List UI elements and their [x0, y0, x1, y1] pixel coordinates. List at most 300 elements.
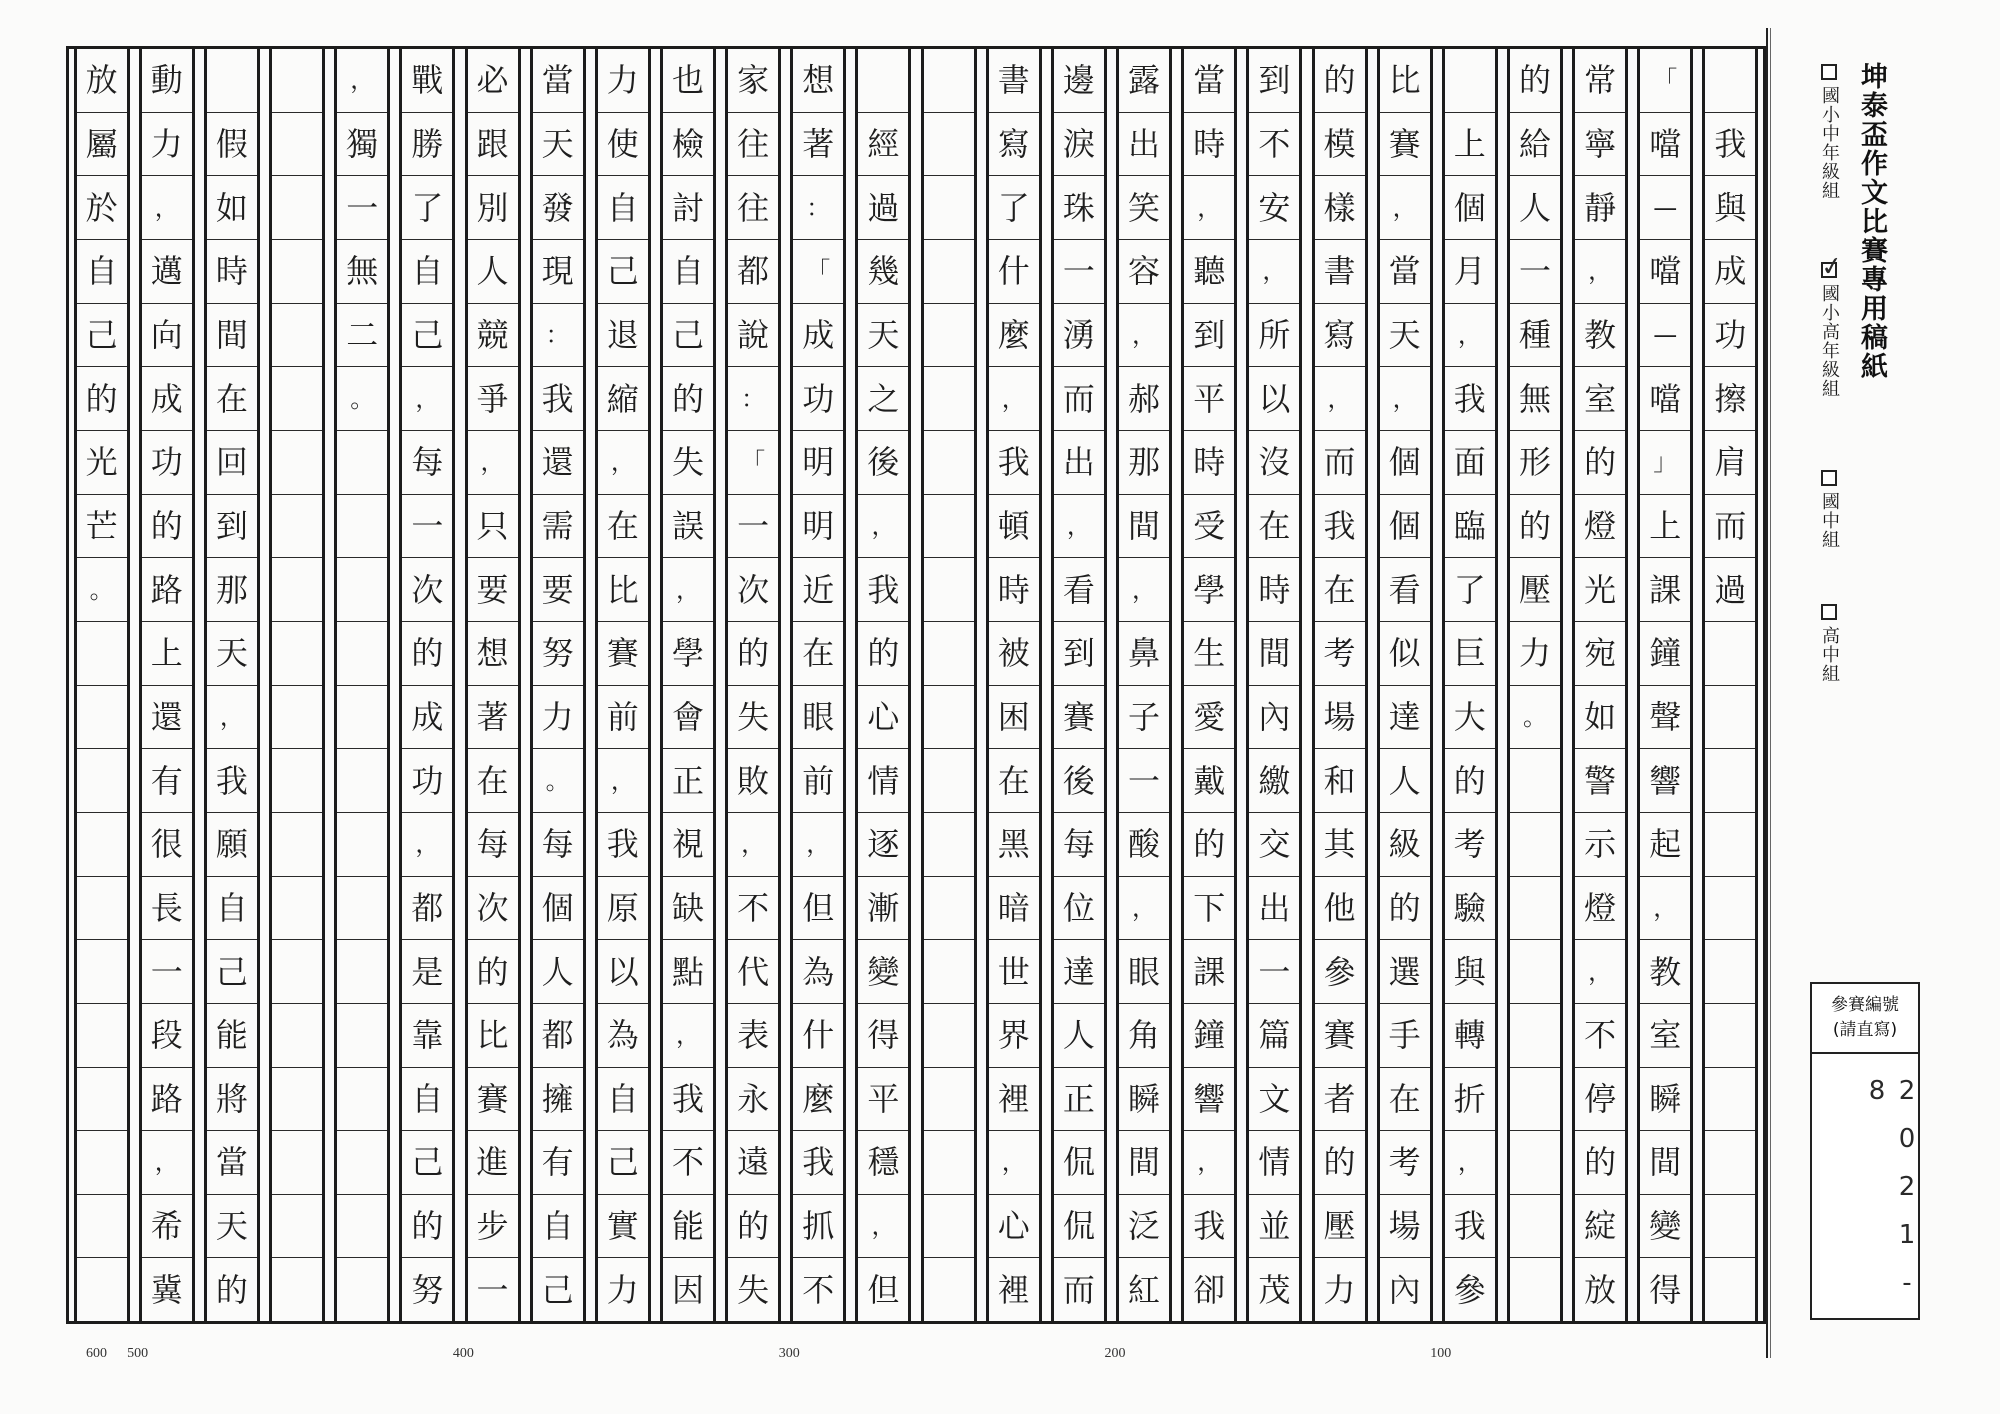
grid-cell: —	[1640, 176, 1690, 240]
grid-cell	[77, 1068, 127, 1132]
grid-cell	[1705, 1258, 1755, 1321]
essay-column	[660, 49, 716, 1321]
grid-cell: 比	[598, 558, 648, 622]
checkbox-checked[interactable]	[1819, 250, 1845, 284]
grid-cell: 響	[1640, 749, 1690, 813]
grid-cell: 得	[1649, 1270, 1682, 1309]
grid-cell: 了	[1445, 558, 1495, 622]
grid-cell: 的	[1184, 813, 1234, 877]
grid-cell: 想	[793, 49, 843, 113]
grid-cell: 麼	[793, 1068, 843, 1132]
option-junior-high[interactable]	[1816, 470, 1842, 549]
grid-cell: 位	[1054, 877, 1104, 941]
grid-cell: 無	[337, 240, 387, 304]
grid-cell: 麼	[989, 304, 1039, 368]
grid-cell: 抓	[793, 1195, 843, 1259]
grid-cell: 笑	[1119, 176, 1169, 240]
grid-cell: 要	[533, 558, 583, 622]
option-senior-high[interactable]	[1816, 604, 1842, 683]
grid-cell: 己	[402, 304, 452, 368]
grid-cell: 鐘	[1640, 622, 1690, 686]
entry-number-header	[1812, 984, 1918, 1054]
grid-cell: 間	[1119, 1131, 1169, 1195]
grid-cell: 瞬	[1119, 1068, 1169, 1132]
grid-cell: 我	[1445, 367, 1495, 431]
grid-cell: 課	[1640, 558, 1690, 622]
grid-cell: 茂	[1258, 1270, 1291, 1309]
grid-cell	[1705, 622, 1755, 686]
grid-cell: 競	[468, 304, 518, 368]
grid-cell: 段	[142, 1004, 192, 1068]
grid-cell: 人	[1054, 1004, 1104, 1068]
grid-cell: 繳	[1249, 749, 1299, 813]
grid-cell: 臨	[1445, 495, 1495, 559]
grid-cell: 得	[858, 1004, 908, 1068]
grid-cell: 「	[793, 240, 843, 304]
grid-cell: 郝	[1119, 367, 1169, 431]
grid-cell: 個	[1445, 176, 1495, 240]
grid-cell: 明	[793, 431, 843, 495]
grid-cell: 所	[1249, 304, 1299, 368]
grid-cell: 我	[1184, 1195, 1234, 1259]
grid-cell: 賽	[468, 1068, 518, 1132]
grid-cell: 並	[1249, 1195, 1299, 1259]
grid-cell: 其	[1315, 813, 1365, 877]
grid-cell: 了	[402, 176, 452, 240]
grid-cell: 選	[1380, 940, 1430, 1004]
grid-cell: 後	[1054, 749, 1104, 813]
grid-cell: 心	[989, 1195, 1039, 1259]
grid-cell: 到	[1054, 622, 1104, 686]
grid-cell: 是	[402, 940, 452, 1004]
checkbox[interactable]	[1821, 470, 1837, 486]
grid-cell: ，	[663, 558, 713, 622]
grid-cell: 說	[728, 304, 778, 368]
grid-cell: 往	[728, 176, 778, 240]
grid-cell: 受	[1184, 495, 1234, 559]
checkbox[interactable]	[1821, 604, 1837, 620]
grid-cell: ，	[663, 1004, 713, 1068]
grid-cell: 前	[793, 749, 843, 813]
grid-cell: 情	[858, 749, 908, 813]
grid-cell	[924, 813, 974, 877]
grid-cell: 聽	[1184, 240, 1234, 304]
grid-cell: 自	[402, 1068, 452, 1132]
grid-cell: 面	[1445, 431, 1495, 495]
grid-cell	[924, 1068, 974, 1132]
grid-cell: 誤	[663, 495, 713, 559]
grid-cell: 成	[1705, 240, 1755, 304]
grid-cell: ，	[1575, 240, 1625, 304]
grid-cell: 會	[663, 686, 713, 750]
grid-cell: 功	[142, 431, 192, 495]
essay-column	[465, 49, 521, 1321]
grid-cell: 教	[1575, 304, 1625, 368]
essay-column	[1051, 49, 1107, 1321]
grid-cell: 功	[1705, 304, 1755, 368]
grid-cell: 湧	[1054, 304, 1104, 368]
grid-cell	[272, 431, 322, 495]
grid-cell: ，	[858, 1195, 908, 1259]
grid-cell: 步	[468, 1195, 518, 1259]
grid-cell	[924, 622, 974, 686]
grid-cell: 巨	[1445, 622, 1495, 686]
grid-cell: 跟	[468, 113, 518, 177]
grid-cell: 學	[1184, 558, 1234, 622]
grid-cell: 一	[728, 495, 778, 559]
grid-cell: 假	[207, 113, 257, 177]
grid-cell: 因	[671, 1270, 704, 1309]
grid-cell	[1705, 877, 1755, 941]
grid-cell: 我	[533, 367, 583, 431]
grid-cell: 實	[598, 1195, 648, 1259]
grid-cell: 爭	[468, 367, 518, 431]
grid-cell: 獨	[337, 113, 387, 177]
grid-cell: 正	[663, 749, 713, 813]
grid-cell: 近	[793, 558, 843, 622]
grid-cell: 在	[1249, 495, 1299, 559]
grid-cell: 力	[606, 1270, 639, 1309]
option-mid-elementary[interactable]	[1816, 64, 1842, 200]
grid-cell: ，	[1575, 940, 1625, 1004]
grid-cell	[337, 813, 387, 877]
grid-cell: 人	[468, 240, 518, 304]
grid-cell: 邁	[142, 240, 192, 304]
grid-cell: 己	[598, 1131, 648, 1195]
grid-cell	[77, 686, 127, 750]
grid-cell: 淚	[1054, 113, 1104, 177]
grid-cell: ，	[1315, 367, 1365, 431]
grid-cell: 每	[1054, 813, 1104, 877]
grid-cell: 點	[663, 940, 713, 1004]
grid-cell: 在	[1315, 558, 1365, 622]
grid-cell: ，	[1119, 304, 1169, 368]
grid-cell	[272, 495, 322, 559]
grid-cell: 缺	[663, 877, 713, 941]
grid-cell: 學	[663, 622, 713, 686]
grid-cell: 篇	[1249, 1004, 1299, 1068]
grid-cell: 在	[598, 495, 648, 559]
grid-cell: 一	[476, 1270, 509, 1309]
grid-cell: 光	[1575, 558, 1625, 622]
grid-cell: 不	[1575, 1004, 1625, 1068]
grid-cell: 內	[1249, 686, 1299, 750]
grid-cell: 力	[1323, 1270, 1356, 1309]
grid-cell: 驗	[1445, 877, 1495, 941]
grid-cell: 如	[1575, 686, 1625, 750]
grid-cell: 寫	[1315, 304, 1365, 368]
grid-cell: ，	[1445, 1131, 1495, 1195]
grid-cell	[337, 877, 387, 941]
grid-cell: 黑	[989, 813, 1039, 877]
grid-cell: 變	[1640, 1195, 1690, 1259]
grid-cell: 動	[142, 49, 192, 113]
grid-cell: 戰	[402, 49, 452, 113]
grid-cell: 成	[142, 367, 192, 431]
grid-cell: 到	[1184, 304, 1234, 368]
grid-cell: 表	[728, 1004, 778, 1068]
grid-cell: 人	[533, 940, 583, 1004]
grid-cell: 一	[337, 176, 387, 240]
grid-cell: 的	[142, 495, 192, 559]
grid-cell: 後	[858, 431, 908, 495]
grid-cell: ：	[533, 304, 583, 368]
grid-cell: 無	[1510, 367, 1560, 431]
grid-cell: 長	[142, 877, 192, 941]
grid-cell: 路	[142, 1068, 192, 1132]
grid-cell: 擦	[1705, 367, 1755, 431]
grid-cell: 侃	[1054, 1131, 1104, 1195]
grid-cell: 我	[989, 431, 1039, 495]
grid-cell: 界	[989, 1004, 1039, 1068]
grid-cell: 到	[207, 495, 257, 559]
grid-cell: ：	[793, 176, 843, 240]
grid-cell	[77, 749, 127, 813]
grid-cell: 還	[142, 686, 192, 750]
grid-cell	[924, 113, 974, 177]
grid-cell: 己	[598, 240, 648, 304]
grid-cell: 內	[1388, 1270, 1421, 1309]
grid-cell	[1510, 749, 1560, 813]
grid-cell: ，	[207, 686, 257, 750]
grid-cell	[272, 558, 322, 622]
grid-cell: 。	[77, 558, 127, 622]
grid-cell: 逐	[858, 813, 908, 877]
grid-cell: 時	[207, 240, 257, 304]
grid-cell: 間	[1249, 622, 1299, 686]
grid-cell	[1705, 1195, 1755, 1259]
grid-cell: 在	[207, 367, 257, 431]
option-upper-elementary[interactable]	[1816, 250, 1845, 398]
grid-cell: 很	[142, 813, 192, 877]
entry-number-label: 參賽編號	[1831, 994, 1899, 1015]
grid-cell: 次	[468, 877, 518, 941]
grid-cell: 擁	[533, 1068, 583, 1132]
grid-cell: 路	[142, 558, 192, 622]
grid-cell: 也	[663, 49, 713, 113]
grid-cell: 冀	[150, 1270, 183, 1309]
grid-cell: 力	[142, 113, 192, 177]
grid-cell: 出	[1119, 113, 1169, 177]
grid-cell: 檢	[663, 113, 713, 177]
grid-cell: 二	[337, 304, 387, 368]
grid-cell: 考	[1445, 813, 1495, 877]
grid-cell	[272, 686, 322, 750]
grid-cell: 一	[1119, 749, 1169, 813]
grid-cell	[337, 1195, 387, 1259]
grid-cell: 級	[1380, 813, 1430, 877]
grid-cell	[1510, 813, 1560, 877]
grid-cell: ，	[337, 49, 387, 113]
grid-cell: 功	[793, 367, 843, 431]
grid-cell: 只	[468, 495, 518, 559]
grid-cell: 子	[1119, 686, 1169, 750]
grid-cell	[924, 558, 974, 622]
grid-cell: 我	[598, 813, 648, 877]
grid-cell: 室	[1640, 1004, 1690, 1068]
grid-cell	[272, 1195, 322, 1259]
grid-cell: 天	[1380, 304, 1430, 368]
grid-cell: 成	[402, 686, 452, 750]
grid-cell	[337, 558, 387, 622]
essay-column	[269, 49, 325, 1321]
grid-cell: 」	[1640, 431, 1690, 495]
grid-cell	[924, 1258, 974, 1321]
grid-cell: 裡	[997, 1270, 1030, 1309]
grid-cell: 代	[728, 940, 778, 1004]
grid-cell: 什	[793, 1004, 843, 1068]
grid-cell	[1705, 1004, 1755, 1068]
essay-column	[204, 49, 260, 1321]
grid-cell: 時	[1184, 113, 1234, 177]
grid-cell	[924, 240, 974, 304]
grid-cell: 間	[1640, 1131, 1690, 1195]
grid-cell: 下	[1184, 877, 1234, 941]
grid-cell: 芒	[77, 495, 127, 559]
grid-cell: 於	[77, 176, 127, 240]
grid-cell: 的	[77, 367, 127, 431]
option-label: 高中組	[1819, 626, 1840, 683]
grid-cell	[924, 1195, 974, 1259]
grid-cell: 轉	[1445, 1004, 1495, 1068]
grid-cell: ，	[989, 1131, 1039, 1195]
essay-column	[74, 49, 130, 1321]
essay-column	[399, 49, 455, 1321]
grid-cell: 的	[1510, 495, 1560, 559]
grid-cell: ，	[1445, 304, 1495, 368]
grid-cell: ：	[728, 367, 778, 431]
grid-cell: 被	[989, 622, 1039, 686]
grid-cell: 模	[1315, 113, 1365, 177]
grid-cell: 的	[1575, 431, 1625, 495]
grid-cell	[77, 877, 127, 941]
grid-cell: 形	[1510, 431, 1560, 495]
grid-cell: ，	[1184, 176, 1234, 240]
grid-cell	[924, 49, 974, 113]
essay-column	[334, 49, 390, 1321]
essay-column	[790, 49, 846, 1321]
grid-cell: 那	[1119, 431, 1169, 495]
grid-cell: 視	[663, 813, 713, 877]
grid-cell	[272, 1068, 322, 1132]
grid-cell: 遠	[728, 1131, 778, 1195]
grid-cell: 自	[598, 1068, 648, 1132]
grid-cell: 的	[1445, 749, 1495, 813]
grid-cell	[1510, 1195, 1560, 1259]
option-label: 國小高年級組	[1819, 284, 1840, 398]
grid-cell: ，	[858, 495, 908, 559]
checkbox[interactable]	[1821, 64, 1837, 80]
grid-cell: 我	[663, 1068, 713, 1132]
grid-cell: 常	[1575, 49, 1625, 113]
essay-column	[725, 49, 781, 1321]
grid-cell: —	[1640, 304, 1690, 368]
grid-cell: 個	[533, 877, 583, 941]
grid-cell: 寫	[989, 113, 1039, 177]
grid-cell: 不	[1249, 113, 1299, 177]
grid-cell	[272, 1004, 322, 1068]
grid-cell	[77, 1195, 127, 1259]
essay-column	[986, 49, 1042, 1321]
count-marker: 500	[127, 1346, 149, 1361]
grid-cell	[337, 1131, 387, 1195]
grid-cell: 聲	[1640, 686, 1690, 750]
count-marker: 600	[86, 1346, 107, 1361]
grid-cell: 在	[793, 622, 843, 686]
grid-cell: 但	[867, 1270, 900, 1309]
grid-cell: 綻	[1575, 1195, 1625, 1259]
grid-cell: 的	[468, 940, 518, 1004]
grid-cell: ，	[989, 367, 1039, 431]
grid-cell: 一	[1054, 240, 1104, 304]
grid-cell: 放	[77, 49, 127, 113]
grid-cell: 討	[663, 176, 713, 240]
grid-cell	[272, 304, 322, 368]
grid-cell	[337, 1258, 387, 1321]
grid-cell: 能	[663, 1195, 713, 1259]
grid-cell: 願	[207, 813, 257, 877]
grid-cell: 個	[1380, 495, 1430, 559]
grid-cell: 時	[1249, 558, 1299, 622]
grid-cell: 退	[598, 304, 648, 368]
grid-cell: ，	[1380, 367, 1430, 431]
grid-cell: 燈	[1575, 877, 1625, 941]
grid-cell: 。	[337, 367, 387, 431]
grid-cell: 以	[1249, 367, 1299, 431]
grid-cell	[1510, 877, 1560, 941]
grid-cell	[337, 622, 387, 686]
grid-cell: 世	[989, 940, 1039, 1004]
grid-cell	[272, 622, 322, 686]
grid-cell: 出	[1249, 877, 1299, 941]
grid-cell: 己	[207, 940, 257, 1004]
grid-cell: 賽	[1380, 113, 1430, 177]
grid-cell: 的	[858, 622, 908, 686]
grid-cell	[272, 176, 322, 240]
grid-cell: 角	[1119, 1004, 1169, 1068]
grid-cell: ，	[1184, 1131, 1234, 1195]
grid-cell: ，	[1054, 495, 1104, 559]
grid-cell	[1705, 1068, 1755, 1132]
grid-cell	[924, 431, 974, 495]
grid-cell: 達	[1054, 940, 1104, 1004]
grid-cell: 的	[1575, 1131, 1625, 1195]
grid-cell	[272, 940, 322, 1004]
grid-cell	[924, 686, 974, 750]
grid-cell: 經	[858, 113, 908, 177]
grid-cell	[337, 940, 387, 1004]
grid-cell: 天	[207, 1195, 257, 1259]
essay-column	[1181, 49, 1237, 1321]
grid-cell	[924, 940, 974, 1004]
grid-cell: 我	[1315, 495, 1365, 559]
option-label: 國中組	[1819, 492, 1840, 549]
grid-cell: 縮	[598, 367, 648, 431]
grid-cell: 「	[728, 431, 778, 495]
grid-cell	[272, 240, 322, 304]
grid-cell: 了	[989, 176, 1039, 240]
grid-cell: 上	[1445, 113, 1495, 177]
grid-cell: 比	[1380, 49, 1430, 113]
entry-number-value[interactable]: 2021-8	[1862, 1076, 1922, 1316]
grid-cell: 還	[533, 431, 583, 495]
option-label: 國小中年級組	[1819, 86, 1840, 200]
grid-cell: 要	[468, 558, 518, 622]
grid-cell: 的	[1380, 877, 1430, 941]
grid-cell: 文	[1249, 1068, 1299, 1132]
grid-cell	[924, 367, 974, 431]
grid-cell: 失	[663, 431, 713, 495]
